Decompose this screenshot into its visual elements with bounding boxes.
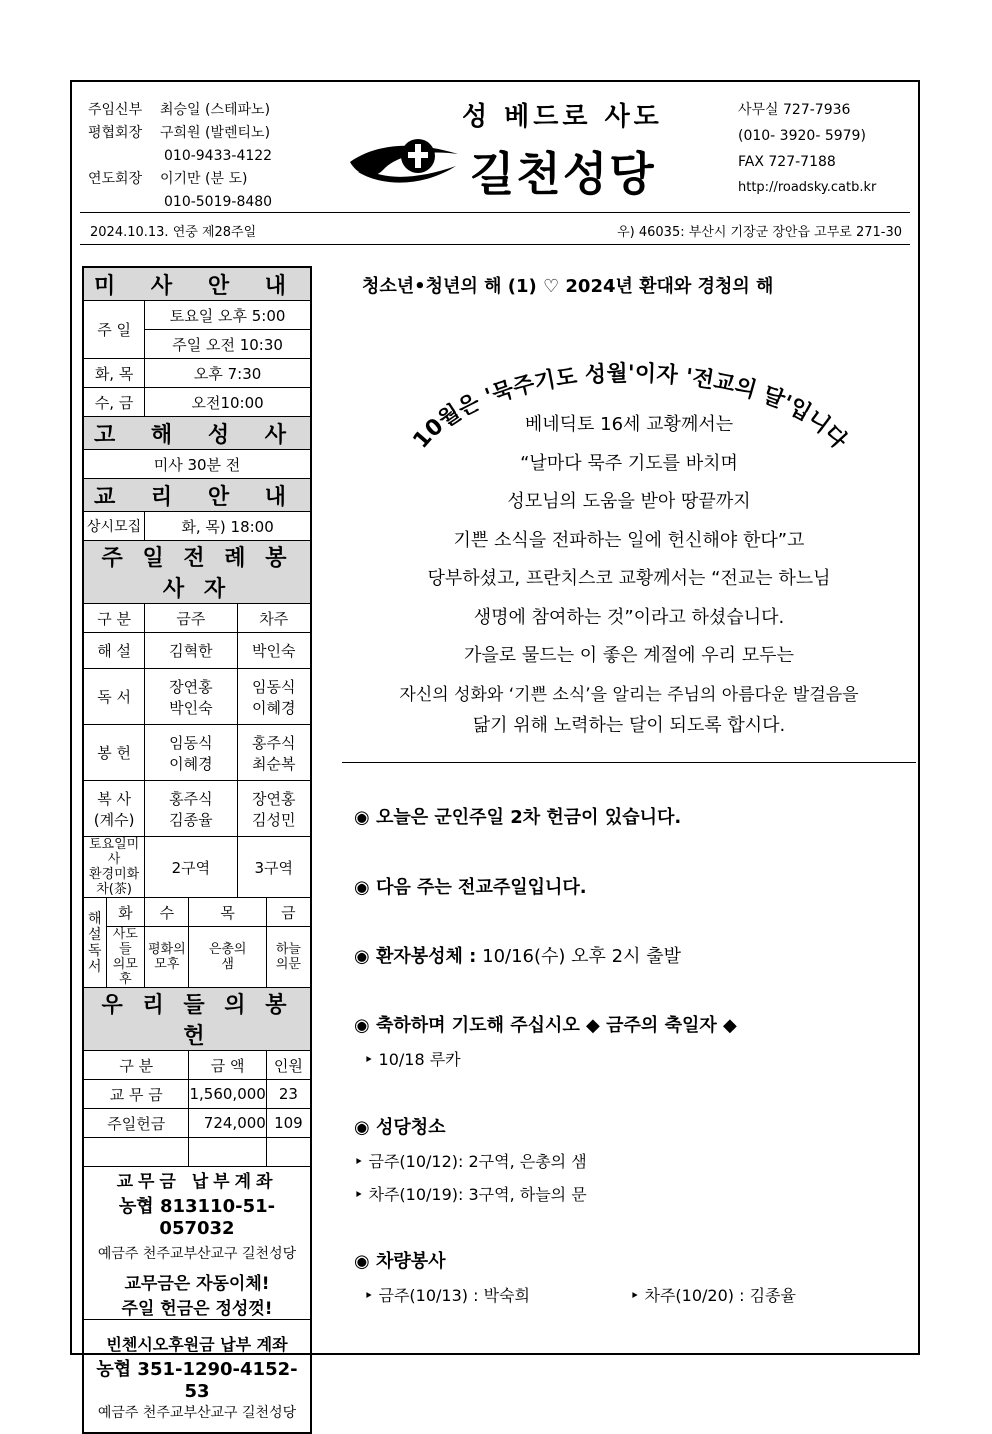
sunday-collection-amount: 724,000 xyxy=(189,1109,266,1138)
acolyte-label-2: (계수) xyxy=(93,810,135,829)
headline: 청소년•청년의 해 (1) ♡ 2024년 환대와 경청의 해 xyxy=(362,276,774,297)
empty-cell xyxy=(189,1138,266,1167)
group-fri-2: 의문 xyxy=(275,957,301,972)
confession-time: 미사 30분 전 xyxy=(84,450,311,479)
group-wed-2: 모후 xyxy=(154,957,180,972)
account-box xyxy=(84,1167,311,1320)
sunday-collection-label: 주일헌금 xyxy=(84,1109,189,1138)
vehicle-this-week: ‣ 금주(10/13) : 박숙희 xyxy=(364,1286,530,1305)
website-link[interactable]: http://roadsky.catb.kr xyxy=(738,180,877,195)
church-logo-icon xyxy=(348,132,463,192)
pastor-label: 주임신부 xyxy=(88,102,143,118)
servers-title: 주 일 전 례 봉 사 자 xyxy=(84,541,311,604)
cleaning-this-week: ‣ 금주(10/12): 2구역, 은총의 샘 xyxy=(354,1152,587,1171)
divider xyxy=(80,244,910,245)
cleaning-next-week: ‣ 차주(10/19): 3구역, 하늘의 문 xyxy=(354,1185,587,1204)
acolyte-next-1: 장연홍 xyxy=(252,789,296,808)
reader-label: 독 서 xyxy=(84,669,145,725)
pastor-name: 최승일 (스테파노) xyxy=(160,102,271,118)
council-phone: 010-9433-4122 xyxy=(164,148,273,164)
sat-env-next: 3구역 xyxy=(237,837,310,898)
account-number: 농협 813110-51-057032 xyxy=(118,1196,276,1239)
acolyte-label-1: 복 사 xyxy=(97,789,131,808)
message-line: 당부하셨고, 프란치스코 교황께서는 “전교는 하느님 xyxy=(427,568,831,589)
arc-title-path: 10월은 '묵주기도 성월'이자 '전교의 달'입니다 xyxy=(408,361,852,454)
commentary-this: 김혁한 xyxy=(145,633,237,669)
reader-this xyxy=(145,669,237,725)
message-line: 자신의 성화와 ‘기쁜 소식’을 알리는 주님의 아름다운 발걸음을 xyxy=(399,684,859,705)
sunday-collection-people: 109 xyxy=(266,1109,310,1138)
off-col-division: 구 분 xyxy=(84,1051,189,1080)
sun-time: 주일 오전 10:30 xyxy=(145,330,311,359)
acolyte-label xyxy=(84,781,145,837)
mass-schedule-table xyxy=(83,267,311,1433)
off-col-amount: 금 액 xyxy=(189,1051,266,1080)
sat-env-label-3: 차(茶) xyxy=(96,882,132,897)
offering-next xyxy=(237,725,310,781)
offering-this-2: 이혜경 xyxy=(169,754,213,773)
church-name: 길천성당 xyxy=(470,147,656,201)
day-fri: 금 xyxy=(266,898,310,927)
dues-amount: 1,560,000 xyxy=(189,1080,266,1109)
sat-env-label-1: 토요일미사 xyxy=(88,837,140,867)
vehicle-next-week: ‣ 차주(10/20) : 김종율 xyxy=(630,1286,796,1305)
offering-this xyxy=(145,725,237,781)
wed-fri-label: 수, 금 xyxy=(84,388,145,417)
group-wed xyxy=(145,927,189,988)
patron-saint: 성 베드로 사도 xyxy=(462,102,663,132)
message-line: 베네딕토 16세 교황께서는 xyxy=(524,414,734,435)
message-line: 기쁜 소식을 전파하는 일에 헌신해야 한다”고 xyxy=(453,529,805,551)
acolyte-this-2: 김종율 xyxy=(169,810,213,829)
commentary-reading-label: 해설독서 xyxy=(84,898,107,988)
group-tue xyxy=(106,927,145,988)
acolyte-this-1: 홍주식 xyxy=(169,789,213,808)
mobile-phone: (010- 3920- 5979) xyxy=(738,128,866,144)
sat-env-label-2: 환경미화 xyxy=(88,867,140,882)
offering-this-1: 임동식 xyxy=(169,733,213,752)
feast-item: ‣ 10/18 루카 xyxy=(364,1050,461,1069)
fax-number: FAX 727-7188 xyxy=(738,154,836,170)
account-title: 교무금 납부계좌 xyxy=(116,1172,278,1192)
notice-sick-communion xyxy=(354,942,681,968)
off-col-people: 인원 xyxy=(266,1051,310,1080)
sidebar xyxy=(82,266,312,1434)
header-contacts xyxy=(88,99,272,214)
tue-thu-label: 화, 목 xyxy=(84,359,145,388)
bulletin-date: 2024.10.13. 연중 제28주일 xyxy=(90,225,257,240)
vincent-number: 농협 351-1290-4152-53 xyxy=(96,1359,298,1402)
notice-feast-day: ◉ 축하하며 기도해 주십시오 ◆ 금주의 축일자 ◆ xyxy=(354,1015,737,1036)
message-line: 성모님의 도움을 받아 땅끝까지 xyxy=(507,491,751,512)
doctrine-time: 화, 목) 18:00 xyxy=(145,512,311,541)
acolyte-this xyxy=(145,781,237,837)
group-thu-2: 샘 xyxy=(221,957,234,972)
empty-cell xyxy=(84,1138,189,1167)
sat-time: 토요일 오후 5:00 xyxy=(145,301,311,330)
day-thu: 목 xyxy=(189,898,266,927)
council-label: 평협회장 xyxy=(88,125,143,141)
reader-next-1: 임동식 xyxy=(252,677,296,696)
offering-next-2: 최순복 xyxy=(252,754,296,773)
vincent-box xyxy=(84,1320,311,1433)
sincere-note: 주일 헌금은 정성껏! xyxy=(121,1299,273,1319)
church-address: 우) 46035: 부산시 기장군 장안읍 고무로 271-30 xyxy=(617,225,902,240)
divider xyxy=(80,212,910,213)
notice-cleaning: ◉ 성당청소 xyxy=(354,1117,446,1138)
day-wed: 수 xyxy=(145,898,189,927)
col-next-week: 차주 xyxy=(237,604,310,633)
group-thu xyxy=(189,927,266,988)
header-office xyxy=(738,97,876,201)
sat-env-this: 2구역 xyxy=(145,837,237,898)
tue-thu-time: 오후 7:30 xyxy=(145,359,311,388)
offering-title: 우 리 들 의 봉 헌 xyxy=(84,988,311,1051)
reader-this-1: 장연홍 xyxy=(169,677,213,696)
dues-label: 교 무 금 xyxy=(84,1080,189,1109)
notice-sick-communion-detail: 10/16(수) 오후 2시 출발 xyxy=(476,946,681,967)
offering-label: 봉 헌 xyxy=(84,725,145,781)
notice-military-sunday: ◉ 오늘은 군인주일 2차 헌금이 있습니다. xyxy=(354,807,682,828)
message-line: 생명에 참여하는 것”이라고 하셨습니다. xyxy=(473,606,785,628)
group-wed-1: 평화의 xyxy=(147,942,186,957)
reader-next xyxy=(237,669,310,725)
col-this-week: 금주 xyxy=(145,604,237,633)
col-division: 구 분 xyxy=(84,604,145,633)
wed-fri-time: 오전10:00 xyxy=(145,388,311,417)
elder-phone: 010-5019-8480 xyxy=(164,194,273,210)
sunday-label: 주 일 xyxy=(84,301,145,359)
reader-this-2: 박인숙 xyxy=(169,698,213,717)
group-thu-1: 은총의 xyxy=(208,942,247,957)
elder-name: 이기만 (분 도) xyxy=(160,171,248,187)
commentary-next: 박인숙 xyxy=(237,633,310,669)
doctrine-title: 교 리 안 내 xyxy=(84,479,311,512)
day-tue: 화 xyxy=(106,898,145,927)
account-holder: 예금주 천주교부산교구 길천성당 xyxy=(97,1246,297,1262)
offering-next-1: 홍주식 xyxy=(252,733,296,752)
divider xyxy=(342,762,916,763)
group-tue-1: 사도들 xyxy=(112,927,138,957)
council-name: 구희원 (발렌티노) xyxy=(160,125,271,141)
mass-title: 미 사 안 내 xyxy=(84,268,311,301)
acolyte-next xyxy=(237,781,310,837)
message-line: “날마다 묵주 기도를 바치며 xyxy=(520,452,738,474)
vincent-holder: 예금주 천주교부산교구 길천성당 xyxy=(97,1405,297,1421)
message-line: 닮기 위해 노력하는 달이 되도록 합시다. xyxy=(472,715,786,736)
notice-mission-sunday: ◉ 다음 주는 전교주일입니다. xyxy=(354,877,587,898)
group-fri xyxy=(266,927,310,988)
notice-vehicle: ◉ 차량봉사 xyxy=(354,1251,446,1272)
auto-transfer-note: 교무금은 자동이체! xyxy=(124,1274,270,1294)
dues-people: 23 xyxy=(266,1080,310,1109)
acolyte-next-2: 김성민 xyxy=(252,810,296,829)
office-phone: 사무실 727-7936 xyxy=(738,102,851,118)
vincent-title: 빈첸시오후원금 납부 계좌 xyxy=(106,1335,288,1354)
empty-cell xyxy=(266,1138,310,1167)
reader-next-2: 이혜경 xyxy=(252,698,296,717)
commentary-label: 해 설 xyxy=(84,633,145,669)
doctrine-label: 상시모집 xyxy=(84,512,145,541)
message-block xyxy=(342,406,916,738)
notice-sick-communion-title: ◉ 환자봉성체 : xyxy=(354,946,477,967)
confession-title: 고 해 성 사 xyxy=(84,417,311,450)
group-fri-1: 하늘 xyxy=(275,942,301,957)
elder-label: 연도회장 xyxy=(88,171,143,187)
sat-env-label xyxy=(84,837,145,898)
message-line: 가을로 물드는 이 좋은 계절에 우리 모두는 xyxy=(464,645,794,666)
group-tue-2: 의모후 xyxy=(112,957,138,987)
